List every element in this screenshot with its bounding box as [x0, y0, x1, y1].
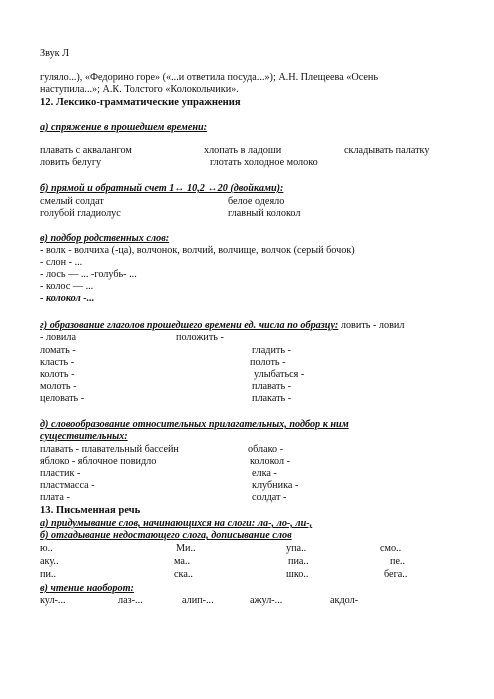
reverse-word: алип-... — [182, 595, 214, 606]
exercise-13v-heading: в) чтение наоборот: — [40, 583, 134, 594]
exercise-d-item: клубника - — [252, 480, 299, 491]
exercise-d-heading: существительных: — [40, 431, 128, 442]
exercise-a-item: хлопать в ладоши — [204, 145, 282, 156]
exercise-v-line: - колокол -... — [40, 293, 95, 304]
reverse-word: акдол- — [330, 595, 359, 606]
section-13-title: 13. Письменная речь — [40, 505, 141, 516]
page-header: Звук Л — [40, 48, 70, 59]
exercise-d-item: плата - — [40, 492, 70, 503]
exercise-d-heading: д) словообразование относительных прилагательных, подбор к ним — [40, 419, 349, 430]
exercise-g-item: молоть - — [40, 381, 77, 392]
exercise-b-item: главный колокол — [228, 208, 301, 219]
exercise-a-item: ловить белугу — [40, 157, 102, 168]
exercise-d-item: яблоко - яблочное повидло — [40, 456, 157, 467]
syllable-item: аку.. — [40, 556, 59, 567]
exercise-d-item: елка - — [252, 468, 277, 479]
exercise-v-line: - слон - ... — [40, 257, 83, 268]
syllable-item: Ми.. — [176, 543, 196, 554]
exercise-b-item: смелый солдат — [40, 196, 104, 207]
exercise-d-item: пластмасса - — [40, 480, 95, 491]
exercise-v-line: - волк - волчиха (-ца), волчонок, волчий, волчище, волчок (серый бочок) — [40, 245, 355, 256]
exercise-g-heading: г) образование глаголов прошедшего времени ед. числа по образцу: — [40, 320, 339, 331]
syllable-item: бега.. — [384, 569, 408, 580]
syllable-item: смо.. — [380, 543, 402, 554]
exercise-g-item: плакать - — [252, 393, 292, 404]
intro-line-2: наступила...»; А.К. Толстого «Колокольчики». — [40, 84, 239, 95]
syllable-item: пиа.. — [288, 556, 309, 567]
exercise-v-heading: в) подбор родственных слов: — [40, 233, 170, 244]
exercise-g-item: ломать - — [40, 345, 76, 356]
exercise-g-item: гладить - — [252, 345, 291, 356]
exercise-v-line: - лось — ... -голубь- ... — [40, 269, 137, 280]
reverse-word: ажул-... — [250, 595, 283, 606]
intro-line-1: гуляло...), «Федорино горе» («...и ответила посуда...»); А.Н. Плещеева «Осень — [40, 72, 378, 83]
exercise-g-item: целовать - — [40, 393, 85, 404]
exercise-13b-heading: б) отгадывание недостающего слога, дописывание слов — [40, 530, 292, 541]
exercise-a-item: глотать холодное молоко — [210, 157, 318, 168]
syllable-item: ю.. — [40, 543, 53, 554]
exercise-d-item: облако - — [248, 444, 284, 455]
exercise-13a-heading: а) придумывание слов, начинающихся на слоги: ла-, ло-, ли-, — [40, 518, 313, 529]
syllable-item: ска.. — [174, 569, 193, 580]
exercise-g-item: положить - — [176, 332, 224, 343]
exercise-d-item: солдат - — [252, 492, 287, 503]
exercise-b-item: голубой гладиолус — [40, 208, 121, 219]
exercise-a-heading: а) спряжение в прошедшем времени: — [40, 122, 208, 133]
exercise-g-example: ловить - ловил — [338, 320, 405, 331]
exercise-b-item: белое одеяло — [228, 196, 285, 207]
exercise-v-line: - колос — ... — [40, 281, 94, 292]
reverse-word: лаз-... — [118, 595, 143, 606]
exercise-g-item: полоть - — [250, 357, 286, 368]
exercise-d-item: колокол - — [250, 456, 290, 467]
exercise-g-item: колоть - — [40, 369, 75, 380]
syllable-item: пе.. — [390, 556, 406, 567]
exercise-a-item: складывать палатку — [344, 145, 430, 156]
exercise-g-heading-line — [40, 320, 404, 332]
exercise-g-item: плавать - — [252, 381, 292, 392]
exercise-d-item: пластик - — [40, 468, 81, 479]
syllable-item: шко.. — [286, 569, 309, 580]
syllable-item: пи.. — [40, 569, 56, 580]
syllable-item: ма.. — [174, 556, 190, 567]
syllable-item: упа.. — [286, 543, 307, 554]
reverse-word: кул-... — [40, 595, 66, 606]
section-12-title: 12. Лексико-грамматические упражнения — [40, 97, 241, 108]
exercise-g-item: - ловила — [40, 332, 76, 343]
exercise-g-item: улыбаться - — [254, 369, 305, 380]
exercise-g-item: класть - — [40, 357, 75, 368]
exercise-d-item: плавать - плавательный бассейн — [40, 444, 179, 455]
exercise-a-item: плавать с аквалангом — [40, 145, 132, 156]
exercise-b-heading: б) прямой и обратный счет 1↔ 10,2 ↔20 (двойками): — [40, 183, 284, 194]
